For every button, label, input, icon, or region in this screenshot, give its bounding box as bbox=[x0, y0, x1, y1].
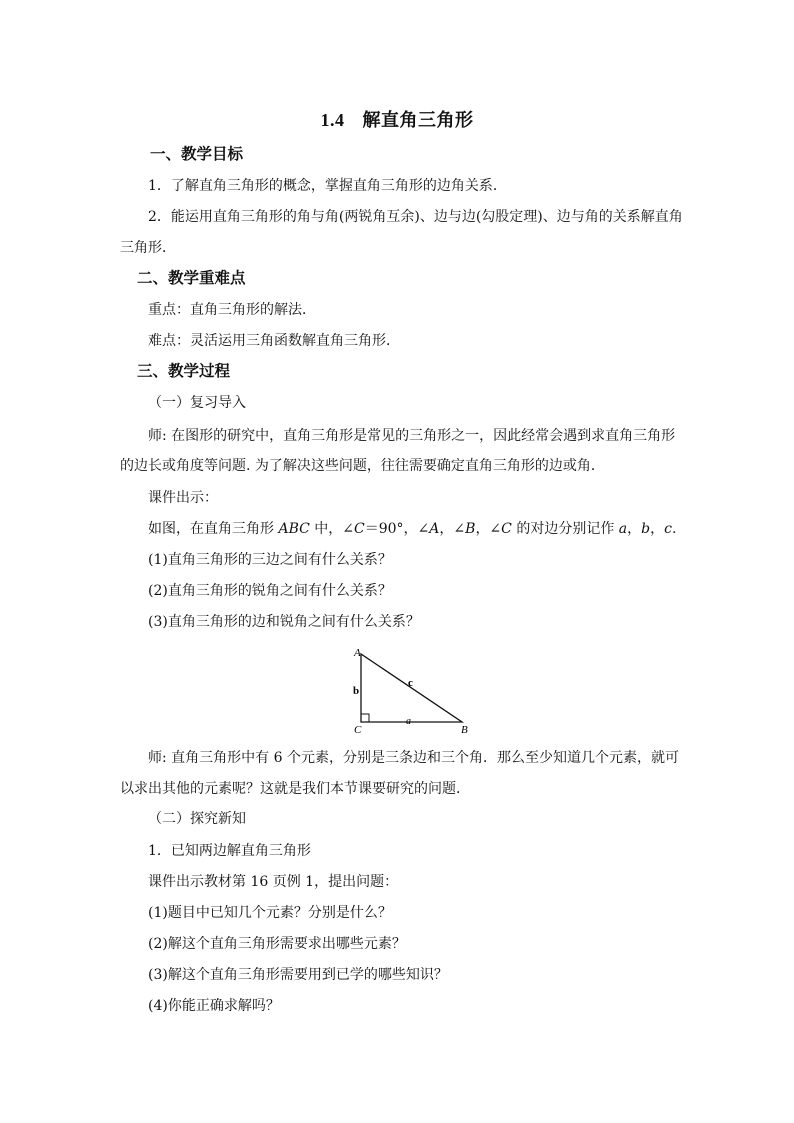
question-2: (2)直角三角形的锐角之间有什么关系？ bbox=[148, 583, 392, 599]
subheading-review: （一）复习导入 bbox=[148, 395, 246, 411]
courseware-label: 课件出示： bbox=[148, 490, 218, 506]
question-3: (3)直角三角形的边和锐角之间有什么关系？ bbox=[148, 614, 420, 630]
vertex-label-c: C bbox=[354, 724, 362, 736]
courseware-example: 课件出示教材第 16 页例 1，提出问题： bbox=[148, 874, 399, 890]
right-triangle-figure bbox=[340, 640, 480, 740]
objective-1: 1．了解直角三角形的概念，掌握直角三角形的边角关系． bbox=[148, 178, 507, 194]
title-text: 解直角三角形 bbox=[362, 110, 474, 131]
vertex-label-a: A bbox=[354, 647, 361, 659]
section-number: 1.4 bbox=[320, 110, 345, 130]
teacher-intro-line-2: 的边长或角度等问题. 为了解决这些问题，往往需要确定直角三角形的边或角． bbox=[120, 458, 605, 474]
page-title bbox=[0, 106, 794, 132]
heading-objectives: 一、教学目标 bbox=[150, 144, 244, 163]
explore-item-1: 1．已知两边解直角三角形 bbox=[148, 843, 311, 859]
side-label-b: b bbox=[353, 685, 360, 697]
problem-question-2: (2)解这个直角三角形需要求出哪些元素？ bbox=[148, 936, 406, 952]
difficult-point: 难点：灵活运用三角函数解直角三角形． bbox=[148, 333, 400, 349]
teacher-elements-line-1: 师: 直角三角形中有 6 个元素，分别是三条边和三个角．那么至少知道几个元素，就可 bbox=[148, 750, 679, 766]
problem-question-4: (4)你能正确求解吗？ bbox=[148, 998, 280, 1014]
right-angle-marker bbox=[361, 714, 369, 722]
heading-key-points: 二、教学重难点 bbox=[137, 268, 246, 287]
figure-intro: 如图，在直角三角形 ABC 中，∠C＝90°，∠A，∠B，∠C 的对边分别记作 a，b，c. bbox=[148, 521, 677, 537]
heading-process: 三、教学过程 bbox=[137, 361, 231, 380]
problem-question-3: (3)解这个直角三角形需要用到已学的哪些知识？ bbox=[148, 967, 448, 983]
key-point: 重点：直角三角形的解法． bbox=[148, 302, 316, 318]
subheading-explore: （二）探究新知 bbox=[148, 811, 246, 827]
side-label-c: c bbox=[408, 677, 413, 689]
vertex-label-b: B bbox=[461, 724, 468, 736]
problem-question-1: (1)题目中已知几个元素？分别是什么？ bbox=[148, 905, 392, 921]
teacher-elements-line-2: 以求出其他的元素呢？这就是我们本节课要研究的问题． bbox=[120, 781, 470, 797]
objective-2-line-1: 2．能运用直角三角形的角与角(两锐角互余)、边与边(勾股定理)、边与角的关系解直角 bbox=[148, 209, 683, 225]
teacher-intro-line-1: 师: 在图形的研究中，直角三角形是常见的三角形之一，因此经常会遇到求直角三角形 bbox=[148, 428, 676, 444]
objective-2-line-2: 三角形． bbox=[120, 240, 176, 256]
side-label-a: a bbox=[406, 716, 411, 727]
question-1: (1)直角三角形的三边之间有什么关系？ bbox=[148, 552, 392, 568]
